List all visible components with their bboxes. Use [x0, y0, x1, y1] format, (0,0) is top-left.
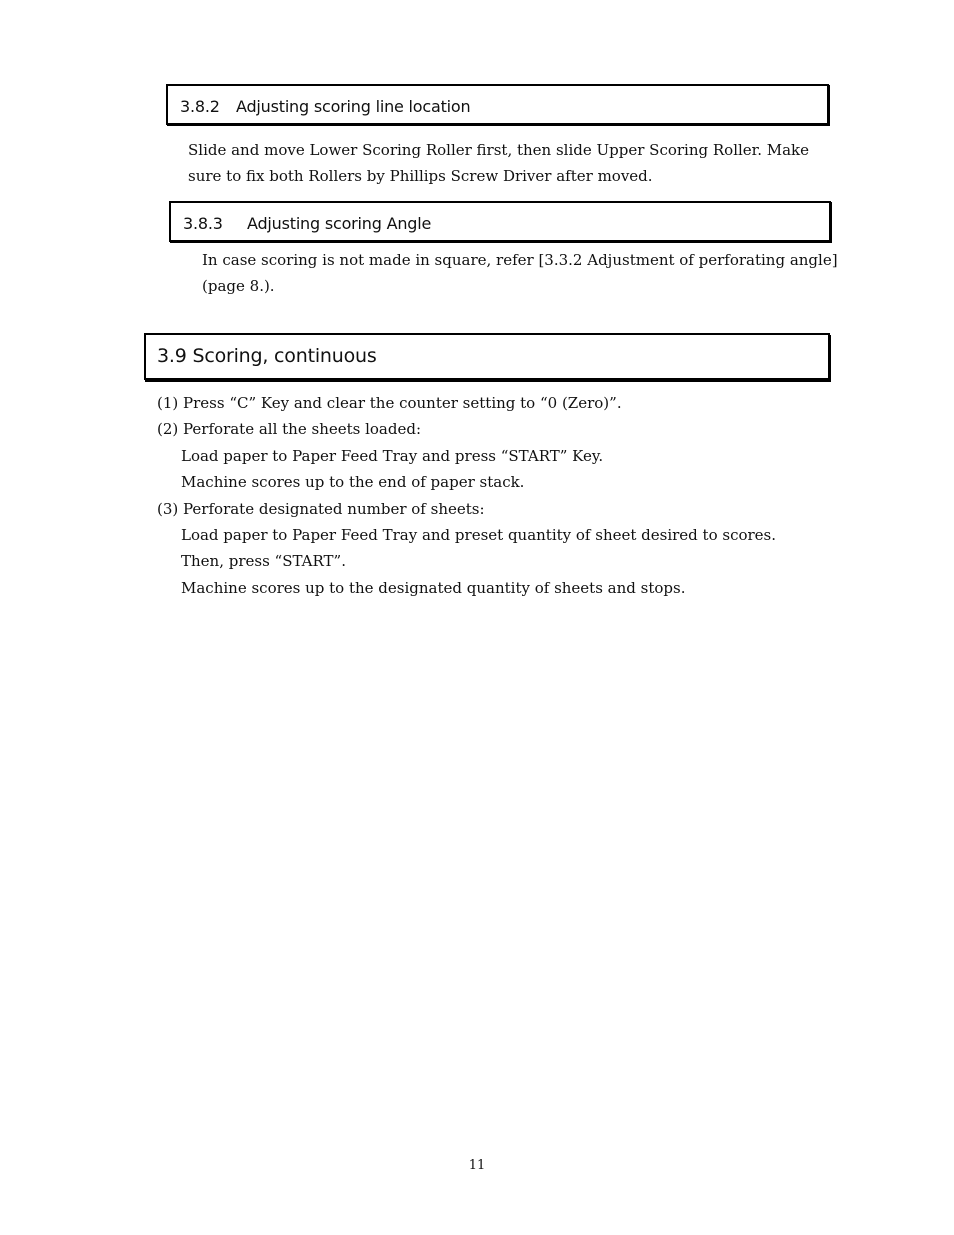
section-title: Adjusting scoring Angle [247, 214, 432, 233]
body-line: Slide and move Lower Scoring Roller first, then slide Upper Scoring Roller. Make [188, 141, 810, 159]
step-2-detail: Load paper to Paper Feed Tray and press “START” Key. [181, 447, 604, 465]
section-number: 3.8.3 [183, 214, 223, 233]
body-line: (page 8.). [202, 277, 275, 295]
page-number: 11 [468, 1158, 486, 1173]
section-heading-3-8-2 [166, 84, 829, 125]
body-line: In case scoring is not made in square, refer [3.3.2 Adjustment of perforating angle] [202, 251, 838, 269]
body-line: sure to fix both Rollers by Phillips Screw Driver after moved. [188, 167, 653, 185]
section-heading-3-9 [144, 333, 830, 380]
step-3-detail: Load paper to Paper Feed Tray and preset quantity of sheet desired to scores. [181, 526, 777, 544]
section-3-8-3-body [202, 247, 838, 299]
section-heading-3-8-3 [169, 201, 831, 242]
section-title: 3.9 Scoring, continuous [157, 345, 377, 367]
step-1: (1) Press “C” Key and clear the counter setting to “0 (Zero)”. [157, 394, 622, 412]
step-3-detail: Machine scores up to the designated quantity of sheets and stops. [181, 579, 686, 597]
step-3-detail: Then, press “START”. [181, 552, 346, 570]
step-2-detail: Machine scores up to the end of paper stack. [181, 473, 525, 491]
section-number: 3.8.2 [180, 97, 220, 116]
step-3: (3) Perforate designated number of sheets: [157, 500, 485, 518]
step-2: (2) Perforate all the sheets loaded: [157, 420, 422, 438]
section-title: Adjusting scoring line location [236, 97, 471, 116]
section-3-8-2-body [188, 137, 818, 189]
